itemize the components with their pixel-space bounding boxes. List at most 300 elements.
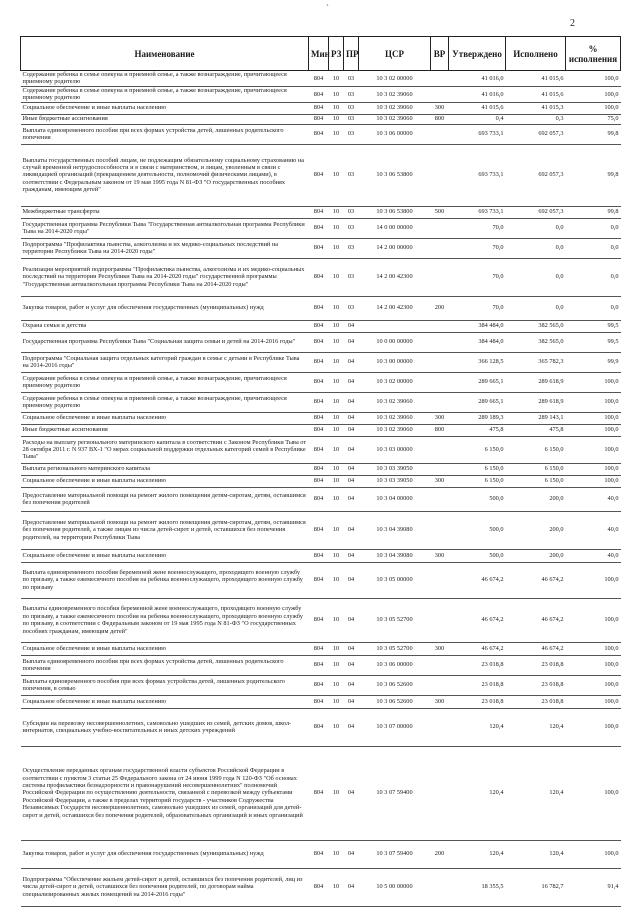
page-number: 2 (570, 18, 575, 29)
table-row (21, 86, 621, 102)
row-rz: 10 (329, 144, 344, 206)
row-vr (431, 372, 449, 392)
row-vr: 300 (431, 475, 449, 487)
row-pr: 04 (344, 436, 359, 463)
row-executed: 289 618,9 (506, 372, 566, 392)
table-row (21, 642, 621, 655)
row-approved: 41 015,6 (449, 102, 506, 114)
row-name: Социальное обеспечение и иные выплаты населению (21, 102, 309, 114)
row-rz: 10 (329, 436, 344, 463)
row-vr: 800 (431, 114, 449, 124)
row-executed: 200,0 (506, 511, 566, 549)
row-rz: 10 (329, 675, 344, 695)
row-percent: 100,0 (566, 436, 621, 463)
row-percent: 100,0 (566, 655, 621, 675)
row-csr: 10 3 06 53800 (359, 206, 431, 218)
row-csr: 10 3 05 00000 (359, 562, 431, 598)
row-approved: 500,0 (449, 549, 506, 562)
row-percent: 40,0 (566, 487, 621, 511)
row-csr: 10 3 02 39060 (359, 412, 431, 424)
row-vr (431, 746, 449, 840)
row-percent: 99,8 (566, 144, 621, 206)
header-rz: РЗ (329, 37, 344, 71)
row-vr (431, 218, 449, 238)
header-min: Мин (309, 37, 329, 71)
row-name: Выплаты единовременного пособия беременной жене военнослужащего, проходящего военную службу по призыву, а также ежемесячного пособия на ребенка военнослужащего, проходящего военную службу по призыву, в соответствии с Федеральным законом от 19 мая 1995 года N 81-ФЗ "О государственных пособиях гражданам, имеющим детей" (21, 598, 309, 642)
row-pr: 04 (344, 487, 359, 511)
row-executed: 692 057,3 (506, 144, 566, 206)
row-name: Предоставление материальной помощи на ремонт жилого помещения детям-сиротам, детям, оставшимся без попечения родителей, а также лицам из числа детей-сирот и детей, оставшихся без попечения родителей, на территории Республики Тыва (21, 511, 309, 549)
row-pr: 04 (344, 392, 359, 412)
row-percent: 100,0 (566, 695, 621, 708)
row-pr: 03 (344, 124, 359, 144)
table-row (21, 475, 621, 487)
row-name: Социальное обеспечение и иные выплаты населению (21, 642, 309, 655)
row-vr (431, 868, 449, 906)
row-name: Социальное обеспечение и иные выплаты населению (21, 412, 309, 424)
row-csr: 10 3 06 52600 (359, 695, 431, 708)
row-min: 804 (309, 296, 329, 320)
table-row (21, 144, 621, 206)
row-vr: 200 (431, 296, 449, 320)
row-pr: 04 (344, 463, 359, 475)
row-pr: 03 (344, 238, 359, 258)
row-executed: 41 015,6 (506, 71, 566, 87)
row-name: Содержание ребенка в семье опекуна и приемной семье, а также вознаграждение, причитающееся приемному родителю (21, 86, 309, 102)
row-executed: 41 015,6 (506, 86, 566, 102)
row-min: 804 (309, 392, 329, 412)
row-name: Закупка товаров, работ и услуг для обеспечения государственных (муниципальных) нужд (21, 296, 309, 320)
header-vr: ВР (431, 37, 449, 71)
table-row (21, 695, 621, 708)
row-percent: 100,0 (566, 675, 621, 695)
row-percent: 0,0 (566, 258, 621, 296)
row-approved: 46 674,2 (449, 598, 506, 642)
row-vr (431, 352, 449, 372)
row-name: Социальное обеспечение и иные выплаты населению (21, 475, 309, 487)
row-min: 804 (309, 424, 329, 436)
row-rz: 10 (329, 655, 344, 675)
header-approved: Утверждено (449, 37, 506, 71)
row-csr: 14 0 00 00000 (359, 218, 431, 238)
row-vr: 300 (431, 695, 449, 708)
table-row (21, 655, 621, 675)
row-percent: 100,0 (566, 840, 621, 868)
row-rz: 10 (329, 218, 344, 238)
row-executed: 6 150,0 (506, 463, 566, 475)
row-min: 804 (309, 549, 329, 562)
row-rz: 10 (329, 392, 344, 412)
header-percent-sign: % (588, 43, 598, 54)
row-approved: 289 189,3 (449, 412, 506, 424)
table-row (21, 102, 621, 114)
row-percent: 99,5 (566, 332, 621, 352)
row-vr (431, 487, 449, 511)
row-rz: 10 (329, 206, 344, 218)
row-approved: 500,0 (449, 511, 506, 549)
row-vr (431, 144, 449, 206)
row-pr: 04 (344, 746, 359, 840)
row-min: 804 (309, 475, 329, 487)
row-approved: 46 674,2 (449, 642, 506, 655)
row-percent: 100,0 (566, 71, 621, 87)
row-approved: 693 733,1 (449, 124, 506, 144)
table-row (21, 746, 621, 840)
row-rz: 10 (329, 695, 344, 708)
table-row (21, 238, 621, 258)
row-percent: 100,0 (566, 746, 621, 840)
row-name: Подпрограмма "Социальная защита отдельных категорий граждан в семье с детьми в Республике Тыва на 2014-2016 годы" (21, 352, 309, 372)
header-executed: Исполнено (506, 37, 566, 71)
row-rz: 10 (329, 868, 344, 906)
row-name: Расходы на выплату регионального материнского капитала в соответствии с Законом Республики Тыва от 28 октября 2011 г. N 937 ВХ-1 "О мерах социальной поддержки отдельных категорий семей в Республике Тыва" (21, 436, 309, 463)
row-approved: 41 016,0 (449, 86, 506, 102)
row-executed: 23 018,8 (506, 675, 566, 695)
row-executed: 0,0 (506, 218, 566, 238)
row-percent: 0,0 (566, 218, 621, 238)
table-row (21, 675, 621, 695)
row-percent: 100,0 (566, 412, 621, 424)
row-approved: 384 484,0 (449, 320, 506, 332)
row-min: 804 (309, 102, 329, 114)
row-vr: 300 (431, 412, 449, 424)
row-approved: 6 150,0 (449, 463, 506, 475)
row-rz: 10 (329, 114, 344, 124)
row-rz: 10 (329, 71, 344, 87)
row-csr: 10 3 06 53800 (359, 144, 431, 206)
row-executed: 382 565,0 (506, 320, 566, 332)
row-approved: 120,4 (449, 708, 506, 746)
row-name: Подпрограмма "Профилактика пьянства, алкоголизма и их медико-социальных последствий на территории Республики Тыва на 2014-2020 годы" (21, 238, 309, 258)
row-min: 804 (309, 562, 329, 598)
row-csr: 10 3 02 39060 (359, 102, 431, 114)
table-row (21, 412, 621, 424)
row-min: 804 (309, 86, 329, 102)
row-pr: 04 (344, 320, 359, 332)
row-csr: 10 3 07 00000 (359, 708, 431, 746)
row-rz: 10 (329, 124, 344, 144)
row-rz: 10 (329, 372, 344, 392)
row-name: Содержание ребенка в семье опекуна и приемной семье, а также вознаграждение, причитающееся приемному родителю (21, 392, 309, 412)
row-rz: 10 (329, 463, 344, 475)
table-row (21, 320, 621, 332)
table-row (21, 332, 621, 352)
row-csr: 10 3 03 00000 (359, 436, 431, 463)
row-executed: 16 782,7 (506, 868, 566, 906)
row-executed: 23 018,8 (506, 695, 566, 708)
header-name: Наименование (21, 37, 309, 71)
row-approved: 693 733,1 (449, 144, 506, 206)
row-approved: 41 016,0 (449, 71, 506, 87)
row-rz: 10 (329, 562, 344, 598)
row-percent: 99,5 (566, 320, 621, 332)
row-approved: 475,8 (449, 424, 506, 436)
row-pr: 03 (344, 144, 359, 206)
row-vr (431, 238, 449, 258)
table-row (21, 372, 621, 392)
table-row (21, 392, 621, 412)
row-percent: 99,8 (566, 124, 621, 144)
row-csr: 10 3 06 00000 (359, 655, 431, 675)
row-rz: 10 (329, 352, 344, 372)
row-vr: 200 (431, 840, 449, 868)
row-rz: 10 (329, 487, 344, 511)
row-vr (431, 86, 449, 102)
row-pr: 04 (344, 511, 359, 549)
row-percent: 99,8 (566, 206, 621, 218)
row-executed: 0,0 (506, 258, 566, 296)
row-approved: 23 018,8 (449, 675, 506, 695)
row-min: 804 (309, 71, 329, 87)
row-approved: 46 674,2 (449, 562, 506, 598)
row-pr: 04 (344, 352, 359, 372)
row-name: Иные бюджетные ассигнования (21, 114, 309, 124)
row-min: 804 (309, 206, 329, 218)
row-executed: 6 150,0 (506, 436, 566, 463)
row-executed: 0,3 (506, 114, 566, 124)
row-name: Государственная программа Республики Тыва "Социальная защита семьи и детей на 2014-2016 годы" (21, 332, 309, 352)
row-rz: 10 (329, 320, 344, 332)
row-csr (359, 320, 431, 332)
row-rz: 10 (329, 475, 344, 487)
row-min: 804 (309, 320, 329, 332)
row-approved: 70,0 (449, 238, 506, 258)
row-name: Осуществление переданных органам государственной власти субъектов Российской Федерации в соответствии с пунктом 3 статьи 25 Федерального закона от 24 июня 1999 года N 120-ФЗ "Об основах системы профилактики безнадзорности и правонарушений несовершеннолетних" полномочий Российской Федерации по осуществлению деятельности, связанной с перевозкой между субъектами Российской Федерации, а также в пределах территорий государств - участников Содружества Независимых Государств несовершеннолетних, самовольно ушедших из семей, организаций для детей-сирот и детей, оставшихся без попечения родителей, образовательных организаций и иных организаций (21, 746, 309, 840)
row-csr: 10 3 04 39080 (359, 549, 431, 562)
row-executed: 46 674,2 (506, 562, 566, 598)
row-csr: 10 3 02 00000 (359, 372, 431, 392)
table-row (21, 218, 621, 238)
row-csr: 10 3 03 39050 (359, 475, 431, 487)
table-row (21, 840, 621, 868)
row-rz: 10 (329, 746, 344, 840)
row-percent: 100,0 (566, 598, 621, 642)
row-executed: 382 565,0 (506, 332, 566, 352)
table-header (21, 37, 621, 71)
table-row (21, 258, 621, 296)
row-min: 804 (309, 332, 329, 352)
row-vr (431, 124, 449, 144)
row-min: 804 (309, 144, 329, 206)
table-row (21, 436, 621, 463)
row-rz: 10 (329, 549, 344, 562)
header-percent-label: исполнения (568, 53, 618, 64)
row-executed: 41 015,3 (506, 102, 566, 114)
row-percent: 0,0 (566, 238, 621, 258)
row-rz: 10 (329, 424, 344, 436)
row-executed: 475,8 (506, 424, 566, 436)
row-percent: 75,0 (566, 114, 621, 124)
row-rz: 10 (329, 708, 344, 746)
table-row (21, 868, 621, 906)
row-vr: 300 (431, 549, 449, 562)
row-min: 804 (309, 218, 329, 238)
row-pr: 03 (344, 296, 359, 320)
row-approved: 500,0 (449, 487, 506, 511)
row-name: Охрана семьи и детства (21, 320, 309, 332)
row-name: Выплата регионального материнского капитала (21, 463, 309, 475)
table-row (21, 708, 621, 746)
row-executed: 120,4 (506, 840, 566, 868)
table-row (21, 562, 621, 598)
row-vr (431, 598, 449, 642)
row-vr (431, 463, 449, 475)
row-min: 804 (309, 372, 329, 392)
row-min: 804 (309, 352, 329, 372)
row-percent: 40,0 (566, 549, 621, 562)
table-row (21, 124, 621, 144)
row-csr: 10 3 05 52700 (359, 598, 431, 642)
row-executed: 46 674,2 (506, 642, 566, 655)
row-name: Закупка товаров, работ и услуг для обеспечения государственных (муниципальных) нужд (21, 840, 309, 868)
row-vr (431, 511, 449, 549)
row-csr: 10 3 02 39060 (359, 114, 431, 124)
row-approved: 23 018,8 (449, 695, 506, 708)
row-rz: 10 (329, 258, 344, 296)
row-rz: 10 (329, 86, 344, 102)
row-min: 804 (309, 436, 329, 463)
row-rz: 10 (329, 296, 344, 320)
row-min: 804 (309, 598, 329, 642)
row-min: 804 (309, 487, 329, 511)
row-name: Реализация мероприятий подпрограммы "Профилактика пьянства, алкоголизма и их медико-социальных последствий на территории Республики Тыва на 2014-2020 годы" государственной программы "Государственная антиалкогольная программа Республики Тыва на 2014-2020 годы" (21, 258, 309, 296)
row-vr (431, 562, 449, 598)
row-min: 804 (309, 412, 329, 424)
row-vr (431, 332, 449, 352)
row-executed: 23 018,8 (506, 655, 566, 675)
table-body (21, 71, 621, 907)
row-approved: 289 665,1 (449, 392, 506, 412)
row-csr: 10 3 02 00000 (359, 71, 431, 87)
row-pr: 04 (344, 412, 359, 424)
row-percent: 40,0 (566, 511, 621, 549)
row-csr: 10 3 02 39060 (359, 392, 431, 412)
row-csr: 10 3 06 52600 (359, 675, 431, 695)
row-csr: 10 3 04 00000 (359, 487, 431, 511)
row-min: 804 (309, 114, 329, 124)
table-row (21, 549, 621, 562)
row-approved: 18 355,5 (449, 868, 506, 906)
row-csr: 10 3 02 39060 (359, 86, 431, 102)
row-min: 804 (309, 124, 329, 144)
row-pr: 03 (344, 206, 359, 218)
row-min: 804 (309, 708, 329, 746)
row-name: Содержание ребенка в семье опекуна и приемной семье, а также вознаграждение, причитающееся приемному родителю (21, 372, 309, 392)
row-percent: 100,0 (566, 708, 621, 746)
table-row (21, 424, 621, 436)
row-csr: 10 3 07 59400 (359, 746, 431, 840)
row-csr: 10 0 00 00000 (359, 332, 431, 352)
row-name: Межбюджетные трансферты (21, 206, 309, 218)
row-csr: 10 3 00 00000 (359, 352, 431, 372)
row-min: 804 (309, 511, 329, 549)
table-row (21, 463, 621, 475)
row-rz: 10 (329, 412, 344, 424)
row-pr: 04 (344, 475, 359, 487)
row-name: Подпрограмма "Обеспечение жильем детей-сирот и детей, оставшихся без попечения родителей, лиц из числа детей-сирот и детей, оставшихся без попечения родителей, по договорам найма специализированных жилых помещений на 2014-2016 годы" (21, 868, 309, 906)
row-rz: 10 (329, 102, 344, 114)
row-approved: 6 150,0 (449, 475, 506, 487)
row-name: Субсидии на перевозку несовершеннолетних, самовольно ушедших из семей, детских домов, школ-интернатов, специальных учебно-воспитательных и иных детских учреждений (21, 708, 309, 746)
row-pr: 03 (344, 218, 359, 238)
row-vr (431, 71, 449, 87)
row-percent: 100,0 (566, 463, 621, 475)
row-executed: 200,0 (506, 549, 566, 562)
row-min: 804 (309, 746, 329, 840)
row-pr: 04 (344, 655, 359, 675)
row-rz: 10 (329, 840, 344, 868)
row-pr: 04 (344, 675, 359, 695)
row-csr: 10 3 06 00000 (359, 124, 431, 144)
table-row (21, 114, 621, 124)
row-executed: 289 618,9 (506, 392, 566, 412)
row-vr (431, 320, 449, 332)
row-percent: 0,0 (566, 296, 621, 320)
row-csr: 10 5 00 00000 (359, 868, 431, 906)
header-pr: ПР (344, 37, 359, 71)
row-rz: 10 (329, 332, 344, 352)
row-pr: 04 (344, 598, 359, 642)
row-executed: 6 150,0 (506, 475, 566, 487)
row-approved: 120,4 (449, 746, 506, 840)
row-percent: 100,0 (566, 372, 621, 392)
row-approved: 0,4 (449, 114, 506, 124)
row-pr: 04 (344, 695, 359, 708)
row-approved: 366 128,5 (449, 352, 506, 372)
row-percent: 100,0 (566, 102, 621, 114)
header-csr: ЦСР (359, 37, 431, 71)
row-executed: 365 782,3 (506, 352, 566, 372)
header-percent (566, 37, 621, 71)
row-name: Выплаты государственных пособий лицам, не подлежащим обязательному социальному страхованию на случай временной нетрудоспособности и в связи с материнством, и лицам, уволенным в связи с ликвидацией организаций (прекращением деятельности, полномочий физическими лицами), в соответствии с Федеральным законом от 19 мая 1995 года N 81-ФЗ "О государственных пособиях гражданам, имеющим детей" (21, 144, 309, 206)
row-percent: 100,0 (566, 424, 621, 436)
row-pr: 04 (344, 332, 359, 352)
row-name: Выплата единовременного пособия при всех формах устройства детей, лишенных родительского попечения (21, 655, 309, 675)
table-row (21, 296, 621, 320)
row-name: Социальное обеспечение и иные выплаты населению (21, 549, 309, 562)
row-name: Выплата единовременного пособия при всех формах устройства детей, лишенных родительского попечения (21, 124, 309, 144)
row-rz: 10 (329, 511, 344, 549)
row-min: 804 (309, 642, 329, 655)
row-percent: 91,4 (566, 868, 621, 906)
row-approved: 70,0 (449, 258, 506, 296)
row-executed: 0,0 (506, 238, 566, 258)
row-csr: 10 3 07 59400 (359, 840, 431, 868)
row-approved: 70,0 (449, 296, 506, 320)
row-approved: 6 150,0 (449, 436, 506, 463)
row-executed: 200,0 (506, 487, 566, 511)
row-executed: 120,4 (506, 746, 566, 840)
row-pr: 03 (344, 258, 359, 296)
row-vr (431, 675, 449, 695)
row-csr: 14 2 00 42300 (359, 258, 431, 296)
budget-table (20, 36, 621, 907)
row-rz: 10 (329, 598, 344, 642)
row-approved: 120,4 (449, 840, 506, 868)
row-min: 804 (309, 675, 329, 695)
row-csr: 14 2 00 42300 (359, 296, 431, 320)
row-vr: 300 (431, 642, 449, 655)
table-row (21, 71, 621, 87)
row-executed: 692 057,3 (506, 206, 566, 218)
row-vr: 800 (431, 424, 449, 436)
row-pr: 04 (344, 708, 359, 746)
row-vr (431, 392, 449, 412)
row-min: 804 (309, 463, 329, 475)
row-executed: 692 057,3 (506, 124, 566, 144)
row-csr: 10 3 05 52700 (359, 642, 431, 655)
row-rz: 10 (329, 238, 344, 258)
